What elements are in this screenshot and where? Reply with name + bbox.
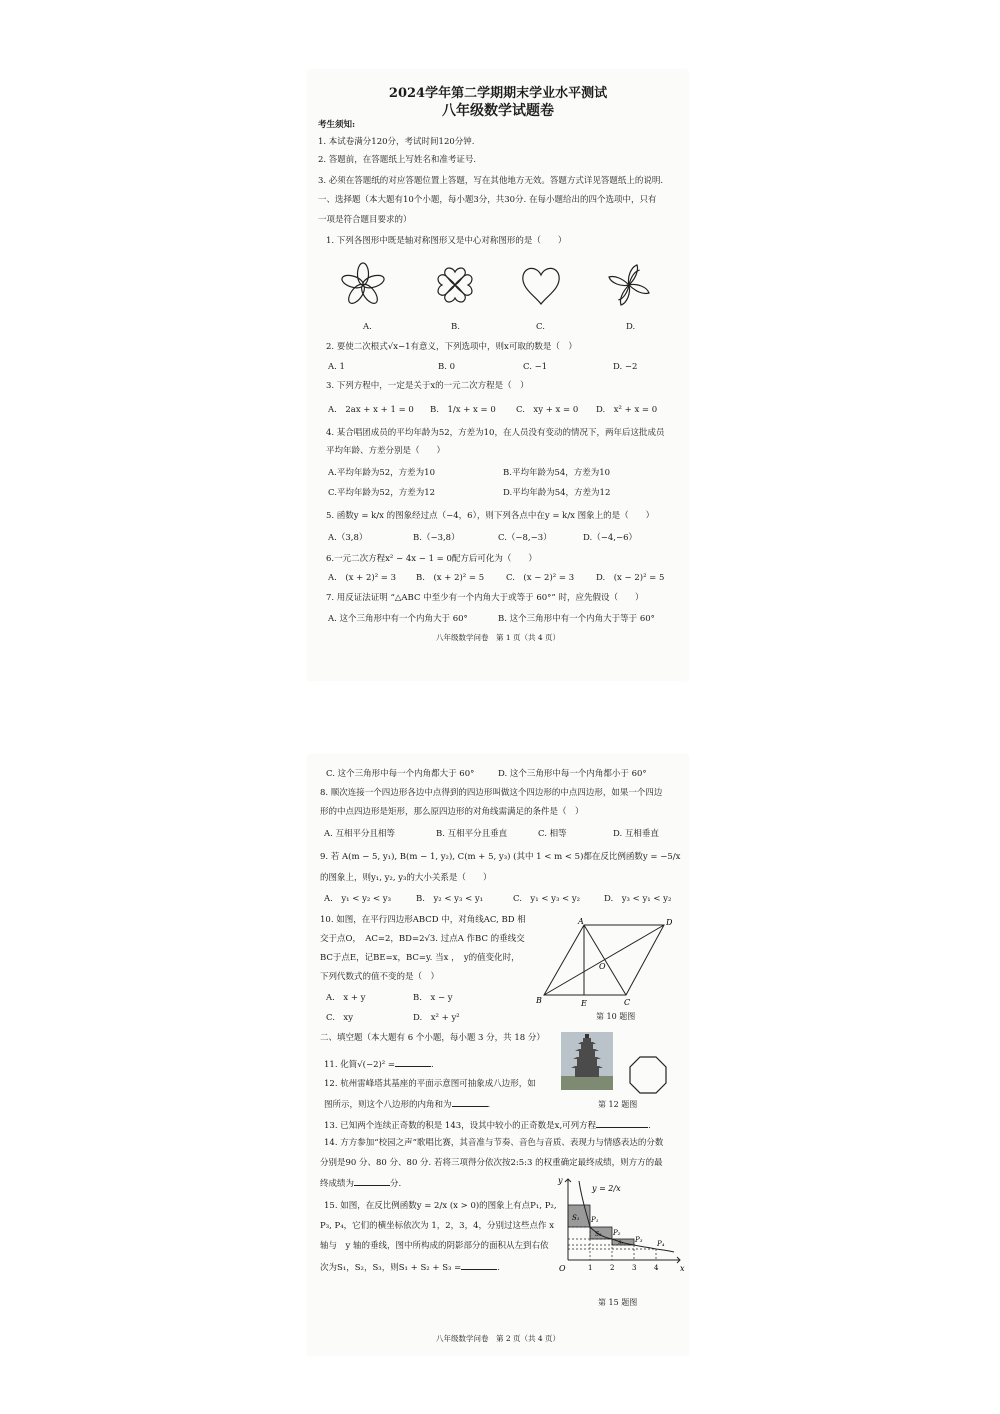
q7-option-d: D. 这个三角形中每一个内角都小于 60° xyxy=(498,769,647,779)
notice-1: 1. 本试卷满分120分，考试时间120分钟. xyxy=(318,137,475,147)
s2-label: S₂ xyxy=(595,1231,602,1238)
exam-page-2 xyxy=(308,755,688,1355)
q11-text: 11. 化简√(−2)² = . xyxy=(324,1060,434,1070)
s1-label: S₁ xyxy=(572,1214,580,1222)
pagoda-photo xyxy=(561,1032,613,1090)
q15-line-3: 轴与 y 轴的垂线，图中所构成的阴影部分的面积从左到右依 xyxy=(320,1241,549,1251)
q9-option-c: C. y₁ < y₃ < y₂ xyxy=(513,894,581,904)
q12-line-2: 图所示，则这个八边形的内角和为 . xyxy=(324,1100,491,1110)
page-1-footer: 八年级数学问卷 第 1 页（共 4 页） xyxy=(435,633,561,642)
q4-option-c: C.平均年龄为52，方差为12 xyxy=(328,488,436,498)
section-2-heading: 二、填空题（本大题有 6 个小题，每小题 3 分，共 18 分） xyxy=(320,1033,545,1043)
q15-line-4: 次为S₁，S₂，S₃，则S₁ + S₂ + S₃ = . xyxy=(320,1263,500,1273)
q10-option-d: D. x² + y² xyxy=(413,1013,460,1023)
q12-caption: 第 12 题图 xyxy=(598,1100,638,1109)
q15-line-2: P₃, P₄，它们的横坐标依次为 1，2，3，4，分别过这些点作 x xyxy=(320,1221,554,1231)
pinwheel-figure-d xyxy=(604,260,654,310)
q6-stem: 6.一元二次方程x² − 4x − 1 = 0配方后可化为（ ） xyxy=(326,554,537,564)
q8-option-c: C. 相等 xyxy=(538,829,567,839)
q10-option-a: A. x + y xyxy=(326,993,366,1003)
heart-figure-c xyxy=(516,262,566,310)
q5-option-c: C.（−8,−3） xyxy=(498,533,552,543)
p3-label: P₃ xyxy=(635,1236,643,1244)
tick-4-label: 4 xyxy=(654,1264,659,1272)
q6-option-b: B. (x + 2)² = 5 xyxy=(416,573,485,583)
q15-caption: 第 15 题图 xyxy=(598,1298,638,1307)
q2-option-c: C. −1 xyxy=(523,362,548,372)
q8-option-a: A. 互相平分且相等 xyxy=(324,829,396,839)
q10-stem-2: 交于点O， AC=2，BD=2√3. 过点A 作BC 的垂线交 xyxy=(320,934,525,944)
q9-option-b: B. y₂ < y₃ < y₁ xyxy=(416,894,484,904)
q13-answer-blank[interactable] xyxy=(596,1119,648,1128)
point-o-label: O xyxy=(599,962,606,971)
section-1-heading: 一、选择题（本大题有10个小题，每小题3分，共30分. 在每小题给出的四个选项中，只有 xyxy=(318,195,657,205)
inverse-function-graph xyxy=(556,1175,688,1293)
q15-line-1: 15. 如图，在反比例函数y = 2/x (x > 0)的图象上有点P₁, P₂, xyxy=(324,1201,557,1211)
q5-option-b: B.（−3,8） xyxy=(413,533,460,543)
q7-stem: 7. 用反证法证明 “△ABC 中至少有一个内角大于或等于 60°” 时，应先假设（ ） xyxy=(326,593,644,603)
q2-option-b: B. 0 xyxy=(438,362,456,372)
q5-stem: 5. 函数y = k/x 的图象经过点（−4，6），则下列各点中在y = k/x 图象上的是（ ） xyxy=(326,511,655,521)
q14-line-3: 终成绩为 分. xyxy=(320,1179,402,1189)
q3-option-d: D. x² + x = 0 xyxy=(596,405,658,415)
q12-answer-blank[interactable] xyxy=(452,1098,488,1107)
tick-2-label: 2 xyxy=(610,1264,615,1272)
notice-3: 3. 必须在答题纸的对应答题位置上答题，写在其他地方无效。答题方式详见答题纸上的说明. xyxy=(318,176,664,186)
notice-2: 2. 答题前，在答题纸上写姓名和准考证号. xyxy=(318,155,477,165)
q1-label-b: B. xyxy=(451,322,460,332)
origin-label: O xyxy=(559,1264,566,1273)
q3-option-b: B. 1/x + x = 0 xyxy=(430,405,496,415)
notice-heading: 考生须知: xyxy=(318,120,356,130)
q11-answer-blank[interactable] xyxy=(395,1058,431,1067)
q2-option-d: D. −2 xyxy=(613,362,638,372)
exam-subtitle: 八年级数学试题卷 xyxy=(442,103,554,119)
q1-label-a: A. xyxy=(363,322,372,332)
q1-label-d: D. xyxy=(626,322,636,332)
q1-stem: 1. 下列各图形中既是轴对称图形又是中心对称图形的是（ ） xyxy=(326,236,567,246)
q10-stem-4: 下列代数式的值不变的是（ ） xyxy=(320,972,440,982)
q6-option-c: C. (x − 2)² = 3 xyxy=(506,573,575,583)
s3-label: S₃ xyxy=(618,1240,624,1246)
q9-stem-2: 的图象上，则y₁, y₂, y₃的大小关系是（ ） xyxy=(320,873,492,883)
exam-page-1 xyxy=(308,70,688,680)
q7-option-c: C. 这个三角形中每一个内角都大于 60° xyxy=(326,769,475,779)
q9-stem-1: 9. 若 A(m − 5, y₁), B(m − 1, y₂), C(m + 5, y₃) (其中 1 < m < 5)都在反比例函数y = −5/x xyxy=(320,852,681,862)
q7-option-b: B. 这个三角形中有一个内角大于等于 60° xyxy=(498,614,655,624)
q8-stem-2: 形的中点四边形是矩形，那么原四边形的对角线需满足的条件是（ ） xyxy=(320,807,584,817)
q2-option-a: A. 1 xyxy=(328,362,345,372)
q15-answer-blank[interactable] xyxy=(461,1261,497,1270)
q13-text: 13. 已知两个连续正奇数的积是 143，设其中较小的正奇数是x,可列方程 . xyxy=(324,1121,651,1131)
q9-option-a: A. y₁ < y₂ < y₃ xyxy=(324,894,392,904)
q8-option-d: D. 互相垂直 xyxy=(613,829,659,839)
q14-line-2: 分别是90 分、80 分、80 分. 若将三项得分依次按2:5:3 的权重确定最终成绩，则方方的最 xyxy=(320,1158,663,1168)
q5-option-d: D.（−4,−6） xyxy=(583,533,637,543)
x-axis-label: x xyxy=(680,1264,685,1273)
page-2-footer: 八年级数学问卷 第 2 页（共 4 页） xyxy=(435,1334,561,1343)
q10-option-b: B. x − y xyxy=(413,993,453,1003)
q6-option-a: A. (x + 2)² = 3 xyxy=(328,573,397,583)
q3-option-c: C. xy + x = 0 xyxy=(516,405,579,415)
q5-option-a: A.（3,8） xyxy=(328,533,368,543)
q3-option-a: A. 2ax + x + 1 = 0 xyxy=(328,405,414,415)
q4-option-d: D.平均年龄为54，方差为12 xyxy=(503,488,611,498)
function-label: y = 2/x xyxy=(592,1184,621,1193)
q8-option-b: B. 互相平分且垂直 xyxy=(436,829,508,839)
q9-option-d: D. y₃ < y₁ < y₂ xyxy=(604,894,672,904)
q10-caption: 第 10 题图 xyxy=(596,1012,636,1021)
q4-stem-2: 平均年龄、方差分别是（ ） xyxy=(326,446,446,456)
q6-option-d: D. (x − 2)² = 5 xyxy=(596,573,665,583)
q2-stem: 2. 要使二次根式√x−1有意义，下列选项中，则x可取的数是（ ） xyxy=(326,342,577,352)
exam-title: 2024学年第二学期期末学业水平测试 xyxy=(388,86,608,101)
q14-answer-blank[interactable] xyxy=(354,1177,390,1186)
q12-line-1: 12. 杭州雷峰塔其基座的平面示意图可抽象成八边形，如 xyxy=(324,1079,536,1089)
q7-option-a: A. 这个三角形中有一个内角大于 60° xyxy=(328,614,468,624)
point-d-label: D xyxy=(666,918,673,927)
q14-line-1: 14. 方方参加“校园之声”歌唱比赛，其音准与节奏、音色与音质、表现力与情感表达的分数 xyxy=(324,1138,664,1148)
q10-stem-1: 10. 如图，在平行四边形ABCD 中，对角线AC, BD 相 xyxy=(320,915,526,925)
q10-stem-3: BC于点E，记BE=x，BC=y. 当x ， y的值变化时， xyxy=(320,953,520,963)
y-axis-label: y xyxy=(558,1176,563,1185)
p1-label: P₁ xyxy=(591,1216,599,1224)
clover-figure-b xyxy=(430,260,480,310)
point-e-label: E xyxy=(581,999,587,1008)
q3-stem: 3. 下列方程中，一定是关于x的一元二次方程是（ ） xyxy=(326,381,529,391)
q8-stem-1: 8. 顺次连接一个四边形各边中点得到的四边形叫做这个四边形的中点四边形，如果一个四边 xyxy=(320,788,663,798)
p4-label: P₄ xyxy=(657,1240,665,1248)
q4-option-a: A.平均年龄为52，方差为10 xyxy=(328,468,435,478)
point-b-label: B xyxy=(536,996,542,1005)
tick-1-label: 1 xyxy=(588,1264,593,1272)
q4-stem-1: 4. 某合唱团成员的平均年龄为52，方差为10，在人员没有变动的情况下，两年后这批成员 xyxy=(326,428,665,438)
q1-label-c: C. xyxy=(536,322,545,332)
octagon-figure xyxy=(628,1055,668,1095)
point-c-label: C xyxy=(624,998,631,1007)
flower-figure-a xyxy=(338,260,388,310)
section-1-heading-cont: 一项是符合题目要求的） xyxy=(318,215,412,225)
point-a-label: A xyxy=(578,917,584,926)
tick-3-label: 3 xyxy=(632,1264,637,1272)
parallelogram-figure xyxy=(536,917,676,1012)
q4-option-b: B.平均年龄为54，方差为10 xyxy=(503,468,611,478)
q10-option-c: C. xy xyxy=(326,1013,353,1023)
p2-label: P₂ xyxy=(613,1229,621,1237)
